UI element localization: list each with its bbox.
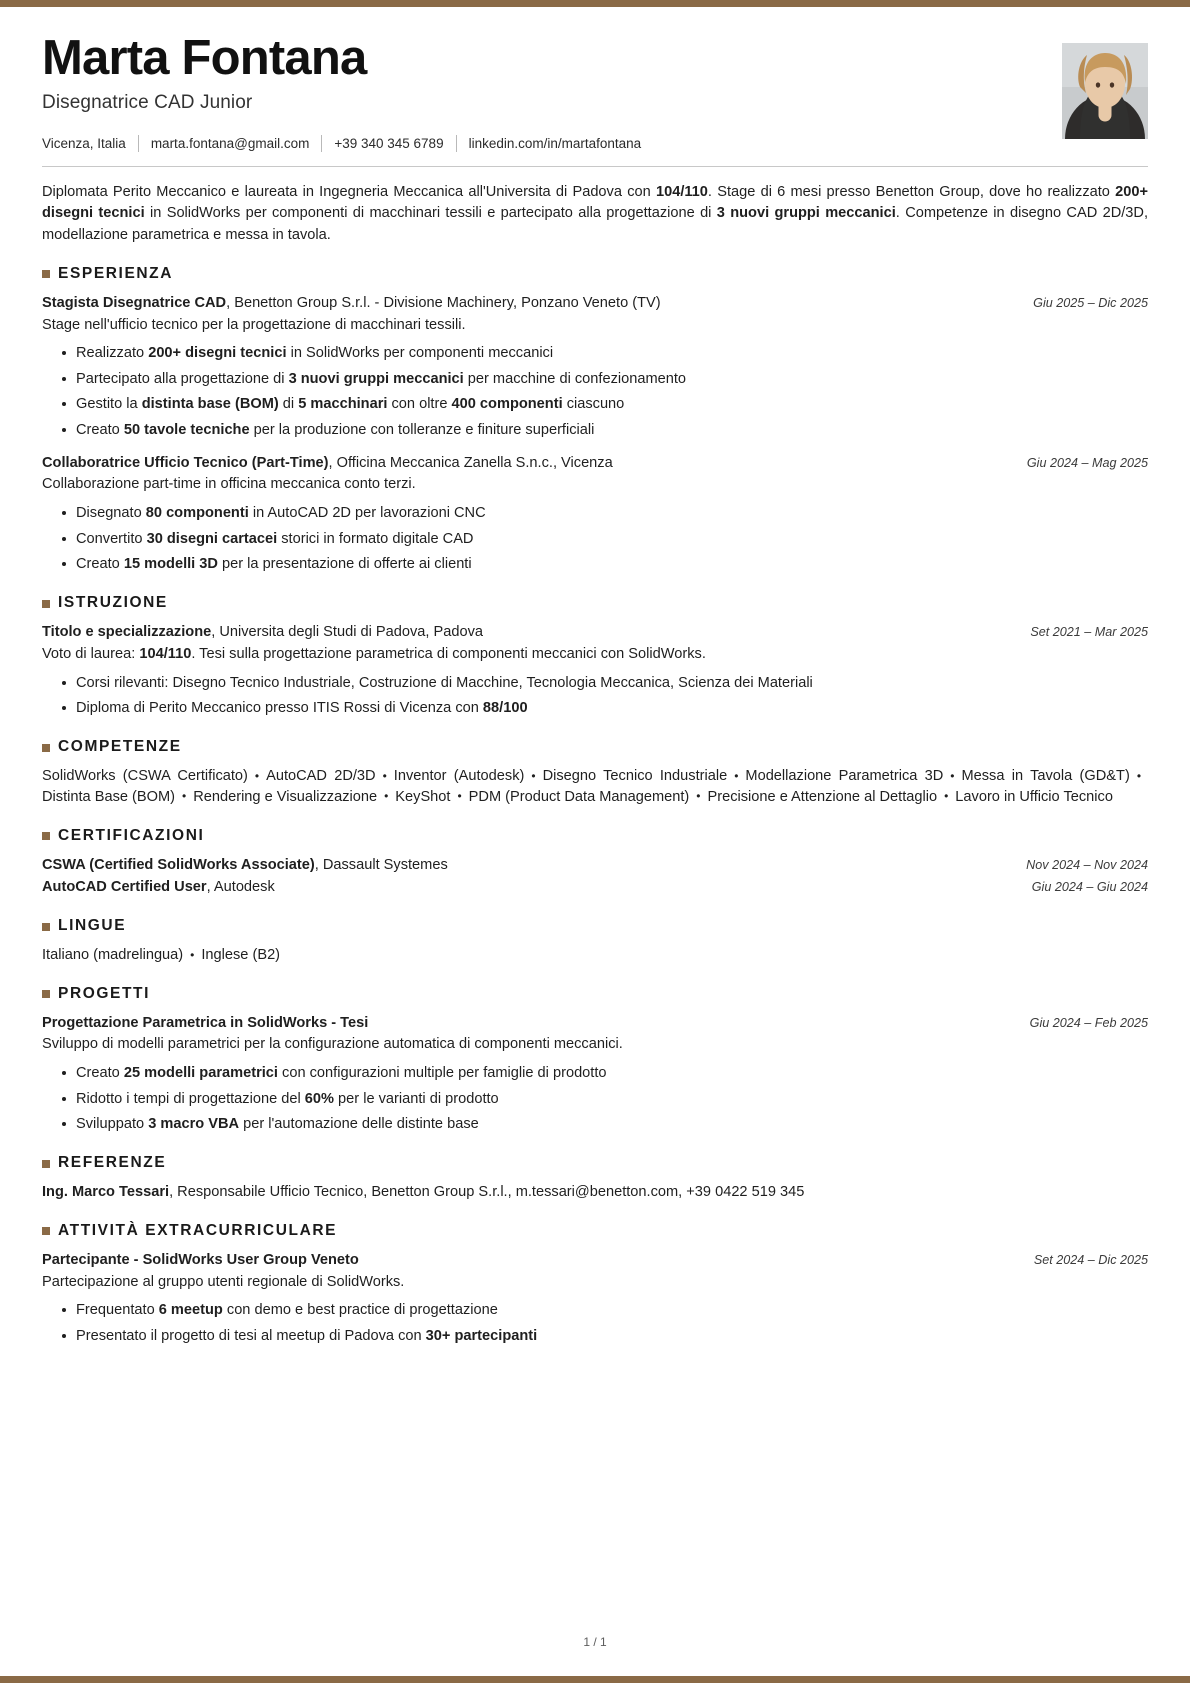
summary-paragraph: Diplomata Perito Meccanico e laureata in Ingegneria Meccanica all'Universita di Padova con 104/110. Stage di 6 mesi presso Benetton Group, dove ho realizzato 200+ disegni tecnici in SolidWorks per componenti di macchinari tessili e partecipato alla progettazione di 3 nuovi gruppi meccanici. Competenze in disegno CAD 2D/3D, modellazione parametrica e messa in tavola.: [42, 183, 1149, 243]
inline-item: Messa in Tavola (GD&T): [961, 768, 1130, 785]
entry-bullet-list: [42, 673, 1148, 720]
section-header: [42, 827, 1148, 845]
list-item: Creato 50 tavole tecniche per la produzione con tolleranze e finiture superficiali: [76, 420, 1148, 441]
section-istruzione: [42, 594, 1148, 719]
inline-item: SolidWorks (CSWA Certificato): [42, 768, 248, 785]
inline-item-list: [42, 945, 1148, 966]
inline-item: AutoCAD 2D/3D: [266, 768, 376, 785]
certification-row: [42, 855, 1148, 876]
inline-item: Inventor (Autodesk): [393, 768, 525, 785]
square-bullet-icon: [42, 832, 50, 840]
section-lingue: [42, 917, 1148, 966]
list-item: Ridotto i tempi di progettazione del 60% per le varianti di prodotto: [76, 1089, 1148, 1110]
avatar: [1062, 43, 1148, 139]
dot-separator-icon: •: [950, 768, 955, 783]
entry: [42, 622, 1148, 719]
list-item: Presentato il progetto di tesi al meetup di Padova con 30+ partecipanti: [76, 1326, 1148, 1347]
list-item: Creato 15 modelli 3D per la presentazione di offerte ai clienti: [76, 554, 1148, 575]
inline-item-list: [42, 766, 1148, 807]
list-item: Convertito 30 disegni cartacei storici in formato digitale CAD: [76, 529, 1148, 550]
job-title: Disegnatrice CAD Junior: [42, 91, 253, 113]
sections-container: [42, 265, 1148, 1347]
square-bullet-icon: [42, 1160, 50, 1168]
dot-separator-icon: •: [182, 789, 187, 804]
contact-item[interactable]: marta.fontana@gmail.com: [150, 135, 310, 151]
entry-row: [42, 1250, 1148, 1271]
inline-item: Rendering e Visualizzazione: [193, 788, 378, 805]
entry-description: Voto di laurea: 104/110. Tesi sulla progettazione parametrica di componenti meccanici con SolidWorks.: [42, 645, 706, 662]
square-bullet-icon: [42, 744, 50, 752]
square-bullet-icon: [42, 923, 50, 931]
entry-description: Stage nell'ufficio tecnico per la progettazione di macchinari tessili.: [42, 316, 466, 333]
page-title: Marta Fontana: [42, 31, 367, 85]
entry-title: Partecipante - SolidWorks User Group Veneto: [42, 1251, 359, 1268]
page-indicator: 1 / 1: [583, 1635, 607, 1649]
list-item: Realizzato 200+ disegni tecnici in SolidWorks per componenti meccanici: [76, 343, 1148, 364]
certification-title: AutoCAD Certified User, Autodesk: [42, 879, 275, 896]
section-title: ISTRUZIONE: [58, 594, 168, 612]
contact-item[interactable]: +39 340 345 6789: [334, 135, 444, 151]
contact-separator: [456, 135, 457, 152]
dot-separator-icon: •: [457, 789, 462, 804]
entry-title: Stagista Disegnatrice CAD, Benetton Group S.r.l. - Divisione Machinery, Ponzano Veneto (TV): [42, 294, 661, 311]
entry-description: Collaborazione part-time in officina meccanica conto terzi.: [42, 476, 416, 493]
section-title: CERTIFICAZIONI: [58, 826, 205, 844]
section-header: [42, 738, 1148, 756]
header-text-block: [42, 33, 1062, 152]
section-attivita-extracurriculare: [42, 1222, 1148, 1347]
entry-date: Giu 2024 – Mag 2025: [1026, 455, 1148, 470]
inline-item: Modellazione Parametrica 3D: [745, 768, 944, 785]
section-referenze: [42, 1154, 1148, 1203]
section-title: ESPERIENZA: [58, 264, 174, 282]
dot-separator-icon: •: [254, 768, 260, 783]
dot-separator-icon: •: [1136, 768, 1142, 783]
section-competenze: [42, 738, 1148, 807]
section-progetti: [42, 985, 1148, 1135]
entry-description: Sviluppo di modelli parametrici per la configurazione automatica di componenti meccanici.: [42, 1036, 623, 1053]
entry-title: Collaboratrice Ufficio Tecnico (Part-Time), Officina Meccanica Zanella S.n.c., Vicenza: [42, 454, 613, 471]
inline-item: Distinta Base (BOM): [42, 788, 175, 805]
contact-item[interactable]: linkedin.com/in/martafontana: [468, 135, 642, 151]
page-footer: [0, 1635, 1190, 1649]
inline-item: Italiano (madrelingua): [42, 947, 184, 964]
contact-separator: [138, 135, 139, 152]
entry: [42, 293, 1148, 441]
square-bullet-icon: [42, 600, 50, 608]
entry-date: Giu 2024 – Feb 2025: [1029, 1015, 1148, 1030]
inline-item: Precisione e Attenzione al Dettaglio: [707, 788, 938, 805]
entry-date: Set 2024 – Dic 2025: [1033, 1252, 1148, 1267]
entry: [42, 453, 1148, 575]
entry-row: [42, 622, 1148, 643]
inline-item: Lavoro in Ufficio Tecnico: [955, 788, 1113, 805]
square-bullet-icon: [42, 1227, 50, 1235]
inline-item: PDM (Product Data Management): [468, 788, 690, 805]
entry-date: Giu 2025 – Dic 2025: [1033, 295, 1148, 310]
list-item: Disegnato 80 componenti in AutoCAD 2D per lavorazioni CNC: [76, 503, 1148, 524]
dot-separator-icon: •: [944, 789, 949, 804]
entry-bullet-list: [42, 1300, 1148, 1347]
header-divider: [42, 166, 1148, 167]
entry-row: [42, 293, 1148, 314]
inline-item: Inglese (B2): [201, 947, 281, 964]
section-title: ATTIVITÀ EXTRACURRICULARE: [58, 1221, 338, 1239]
dot-separator-icon: •: [734, 768, 739, 783]
certification-title: CSWA (Certified SolidWorks Associate), Dassault Systemes: [42, 856, 448, 873]
square-bullet-icon: [42, 990, 50, 998]
list-item: Diploma di Perito Meccanico presso ITIS Rossi di Vicenza con 88/100: [76, 698, 1148, 719]
list-item: Corsi rilevanti: Disegno Tecnico Industriale, Costruzione di Macchine, Tecnologia Meccanica, Scienza dei Materiali: [76, 673, 1148, 694]
entry: [42, 1250, 1148, 1347]
entry-date: Set 2021 – Mar 2025: [1030, 625, 1148, 640]
section-esperienza: [42, 265, 1148, 575]
entry-row: [42, 1013, 1148, 1034]
certification-date: Nov 2024 – Nov 2024: [1026, 857, 1148, 872]
entry: [42, 1013, 1148, 1135]
dot-separator-icon: •: [190, 947, 195, 962]
section-header: [42, 985, 1148, 1003]
section-title: LINGUE: [58, 917, 127, 935]
top-accent-bar: [0, 0, 1190, 7]
square-bullet-icon: [42, 270, 50, 278]
section-title: REFERENZE: [58, 1154, 167, 1172]
section-header: [42, 1222, 1148, 1240]
section-title: PROGETTI: [58, 984, 151, 1002]
contact-item[interactable]: Vicenza, Italia: [42, 135, 126, 151]
certification-row: [42, 877, 1148, 898]
resume-header: [42, 0, 1148, 152]
entry-row: [42, 453, 1148, 474]
section-certificazioni: [42, 827, 1148, 898]
certification-date: Giu 2024 – Giu 2024: [1031, 880, 1148, 895]
entry-bullet-list: [42, 503, 1148, 575]
entry-title: Titolo e specializzazione, Universita degli Studi di Padova, Padova: [42, 624, 484, 641]
dot-separator-icon: •: [531, 768, 536, 783]
section-header: [42, 265, 1148, 283]
inline-item: Disegno Tecnico Industriale: [542, 768, 728, 785]
contact-line: [42, 135, 1062, 152]
dot-separator-icon: •: [384, 789, 389, 804]
section-header: [42, 1154, 1148, 1172]
list-item: Sviluppato 3 macro VBA per l'automazione delle distinte base: [76, 1114, 1148, 1135]
section-header: [42, 917, 1148, 935]
entry-bullet-list: [42, 1063, 1148, 1135]
entry-description: Partecipazione al gruppo utenti regionale di SolidWorks.: [42, 1273, 405, 1290]
reference-line: Ing. Marco Tessari, Responsabile Ufficio Tecnico, Benetton Group S.r.l., m.tessari@benetton.com, +39 0422 519 345: [42, 1184, 805, 1201]
contact-separator: [321, 135, 322, 152]
section-header: [42, 594, 1148, 612]
dot-separator-icon: •: [382, 768, 387, 783]
dot-separator-icon: •: [696, 789, 701, 804]
entry-bullet-list: [42, 343, 1148, 441]
list-item: Creato 25 modelli parametrici con configurazioni multiple per famiglie di prodotto: [76, 1063, 1148, 1084]
list-item: Frequentato 6 meetup con demo e best practice di progettazione: [76, 1300, 1148, 1321]
list-item: Gestito la distinta base (BOM) di 5 macchinari con oltre 400 componenti ciascuno: [76, 394, 1148, 415]
section-title: COMPETENZE: [58, 738, 182, 756]
list-item: Partecipato alla progettazione di 3 nuovi gruppi meccanici per macchine di confezionamento: [76, 369, 1148, 390]
entry-title: Progettazione Parametrica in SolidWorks - Tesi: [42, 1014, 369, 1031]
inline-item: KeyShot: [395, 788, 451, 805]
bottom-accent-bar: [0, 1676, 1190, 1683]
